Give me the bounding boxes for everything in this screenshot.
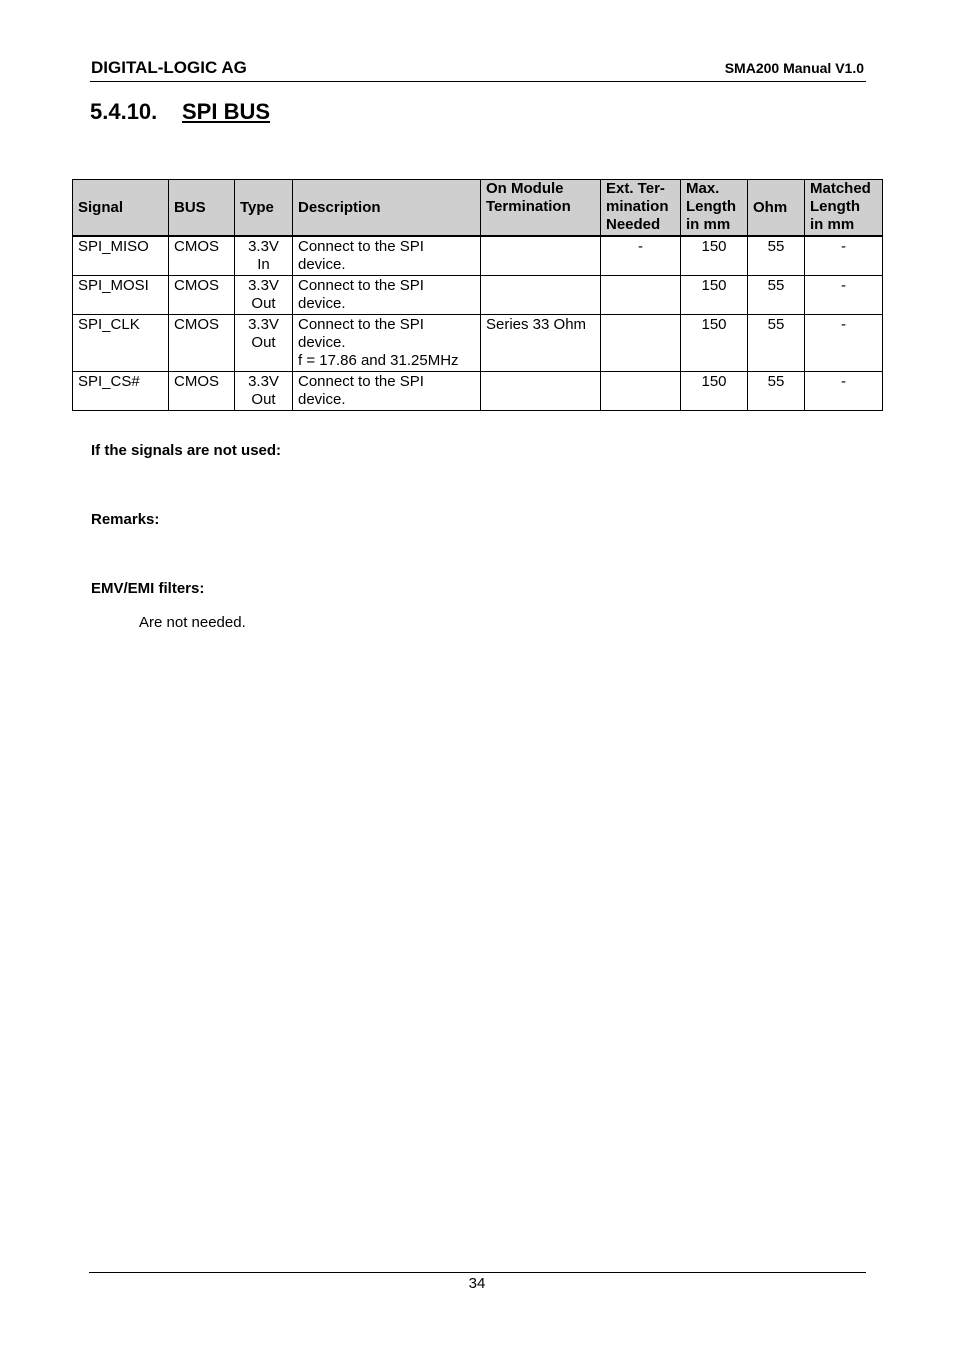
description-cell: Connect to the SPI device.	[293, 236, 481, 276]
footer-divider	[89, 1272, 866, 1273]
signal-cell: SPI_MISO	[73, 236, 169, 276]
type-cell: 3.3V In	[235, 236, 293, 276]
bus-cell: CMOS	[169, 236, 235, 276]
matched-cell: -	[805, 276, 883, 315]
matched-cell: -	[805, 372, 883, 411]
table-row	[73, 372, 883, 411]
page-number: 34	[468, 1275, 486, 1292]
col-header: Max. Length in mm	[681, 180, 748, 237]
type-cell: 3.3V Out	[235, 372, 293, 411]
col-header: Type	[235, 180, 293, 237]
table-row	[73, 276, 883, 315]
max-length-cell: 150	[681, 276, 748, 315]
col-header: Ohm	[748, 180, 805, 237]
on-module-cell	[481, 236, 601, 276]
type-cell: 3.3V Out	[235, 276, 293, 315]
signal-cell: SPI_CS#	[73, 372, 169, 411]
matched-cell: -	[805, 315, 883, 372]
ohm-cell: 55	[748, 276, 805, 315]
on-module-cell	[481, 372, 601, 411]
bus-cell: CMOS	[169, 276, 235, 315]
description-cell: Connect to the SPI device.	[293, 276, 481, 315]
description-cell: Connect to the SPI device. f = 17.86 and 31.25MHz	[293, 315, 481, 372]
bus-cell: CMOS	[169, 372, 235, 411]
section-heading	[90, 99, 270, 125]
unused-signals-label: If the signals are not used:	[91, 442, 282, 459]
col-header: Signal	[73, 180, 169, 237]
col-header: Description	[293, 180, 481, 237]
col-header: Matched Length in mm	[805, 180, 883, 237]
emv-filters-label: EMV/EMI filters:	[91, 580, 205, 597]
ext-term-cell	[601, 315, 681, 372]
table-row	[73, 236, 883, 276]
ext-term-cell: -	[601, 236, 681, 276]
description-cell: Connect to the SPI device.	[293, 372, 481, 411]
signal-cell: SPI_CLK	[73, 315, 169, 372]
ohm-cell: 55	[748, 236, 805, 276]
signal-cell: SPI_MOSI	[73, 276, 169, 315]
col-header: Ext. Ter- mination Needed	[601, 180, 681, 237]
table-header-row	[73, 180, 883, 237]
type-cell: 3.3V Out	[235, 315, 293, 372]
signal-table	[72, 179, 883, 411]
remarks-label: Remarks:	[91, 511, 160, 528]
matched-cell: -	[805, 236, 883, 276]
ext-term-cell	[601, 372, 681, 411]
section-number: 5.4.10.	[90, 99, 158, 124]
on-module-cell: Series 33 Ohm	[481, 315, 601, 372]
table-row	[73, 315, 883, 372]
max-length-cell: 150	[681, 315, 748, 372]
on-module-cell	[481, 276, 601, 315]
emv-filters-text: Are not needed.	[139, 614, 246, 631]
ohm-cell: 55	[748, 315, 805, 372]
max-length-cell: 150	[681, 372, 748, 411]
ext-term-cell	[601, 276, 681, 315]
col-header: On Module Termination	[481, 180, 601, 237]
ohm-cell: 55	[748, 372, 805, 411]
max-length-cell: 150	[681, 236, 748, 276]
col-header: BUS	[169, 180, 235, 237]
company-name: DIGITAL-LOGIC AG	[91, 58, 247, 77]
page-header	[90, 56, 866, 82]
section-title: SPI BUS	[182, 99, 271, 124]
bus-cell: CMOS	[169, 315, 235, 372]
manual-title: SMA200 Manual V1.0	[724, 60, 864, 76]
